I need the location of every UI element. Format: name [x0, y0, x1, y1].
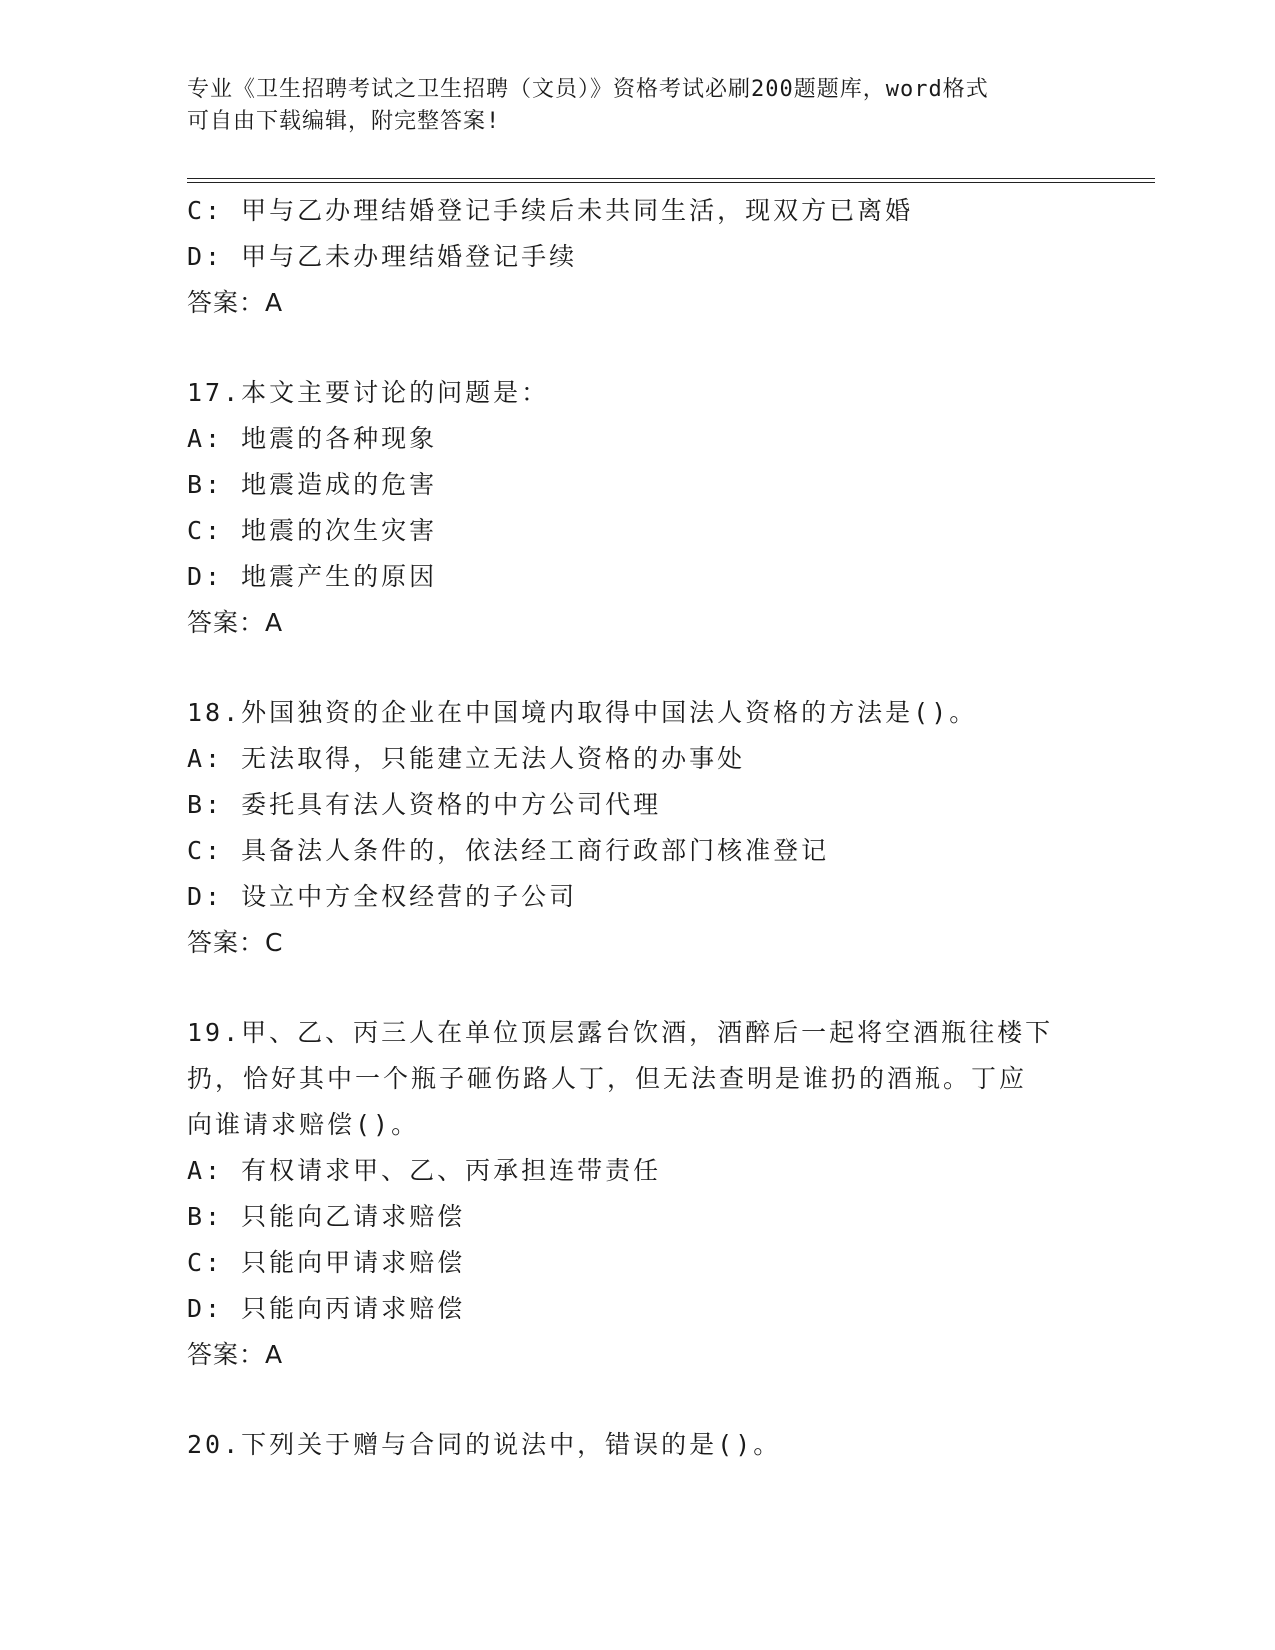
header-divider — [187, 178, 1155, 183]
question-20-stem: 20.下列关于赠与合同的说法中，错误的是()。 — [187, 1430, 782, 1459]
question-17-option-a: A: 地震的各种现象 — [187, 424, 438, 453]
header-title-line-1: 专业《卫生招聘考试之卫生招聘（文员）》资格考试必刷200题题库，word格式 — [187, 77, 989, 102]
question-19-stem-line-2: 扔，恰好其中一个瓶子砸伤路人丁，但无法查明是谁扔的酒瓶。丁应 — [187, 1064, 1028, 1093]
spacer — [187, 966, 1155, 1010]
question-18-option-a: A: 无法取得，只能建立无法人资格的办事处 — [187, 744, 746, 773]
question-17-option-b: B: 地震造成的危害 — [187, 470, 438, 499]
question-17-option-c: C: 地震的次生灾害 — [187, 516, 438, 545]
question-17 — [187, 370, 1155, 646]
question-17-option-d: D: 地震产生的原因 — [187, 562, 438, 591]
spacer — [187, 326, 1155, 370]
question-19-stem-line-1: 19.甲、乙、丙三人在单位顶层露台饮酒，酒醉后一起将空酒瓶往楼下 — [187, 1018, 1054, 1047]
question-16 — [187, 188, 1155, 326]
question-18 — [187, 690, 1155, 966]
question-19-option-b: B: 只能向乙请求赔偿 — [187, 1202, 466, 1231]
question-16-option-c: C: 甲与乙办理结婚登记手续后未共同生活，现双方已离婚 — [187, 196, 914, 225]
spacer — [187, 646, 1155, 690]
question-19-option-d: D: 只能向丙请求赔偿 — [187, 1294, 466, 1323]
question-18-option-c: C: 具备法人条件的，依法经工商行政部门核准登记 — [187, 836, 830, 865]
question-16-option-d: D: 甲与乙未办理结婚登记手续 — [187, 242, 578, 271]
question-list — [187, 188, 1155, 1468]
question-16-answer: 答案：A — [187, 288, 284, 317]
document-header — [187, 74, 1087, 138]
question-17-stem: 17.本文主要讨论的问题是： — [187, 378, 550, 407]
question-18-answer: 答案：C — [187, 928, 284, 957]
question-19-option-c: C: 只能向甲请求赔偿 — [187, 1248, 466, 1277]
question-18-option-b: B: 委托具有法人资格的中方公司代理 — [187, 790, 662, 819]
question-18-stem: 18.外国独资的企业在中国境内取得中国法人资格的方法是()。 — [187, 698, 978, 727]
question-19-stem-line-3: 向谁请求赔偿()。 — [187, 1110, 420, 1139]
spacer — [187, 1378, 1155, 1422]
question-17-answer: 答案：A — [187, 608, 284, 637]
question-19 — [187, 1010, 1155, 1378]
question-19-option-a: A: 有权请求甲、乙、丙承担连带责任 — [187, 1156, 662, 1185]
question-19-answer: 答案：A — [187, 1340, 284, 1369]
header-title-line-2: 可自由下载编辑，附完整答案! — [187, 109, 501, 134]
question-18-option-d: D: 设立中方全权经营的子公司 — [187, 882, 578, 911]
question-20 — [187, 1422, 1155, 1468]
